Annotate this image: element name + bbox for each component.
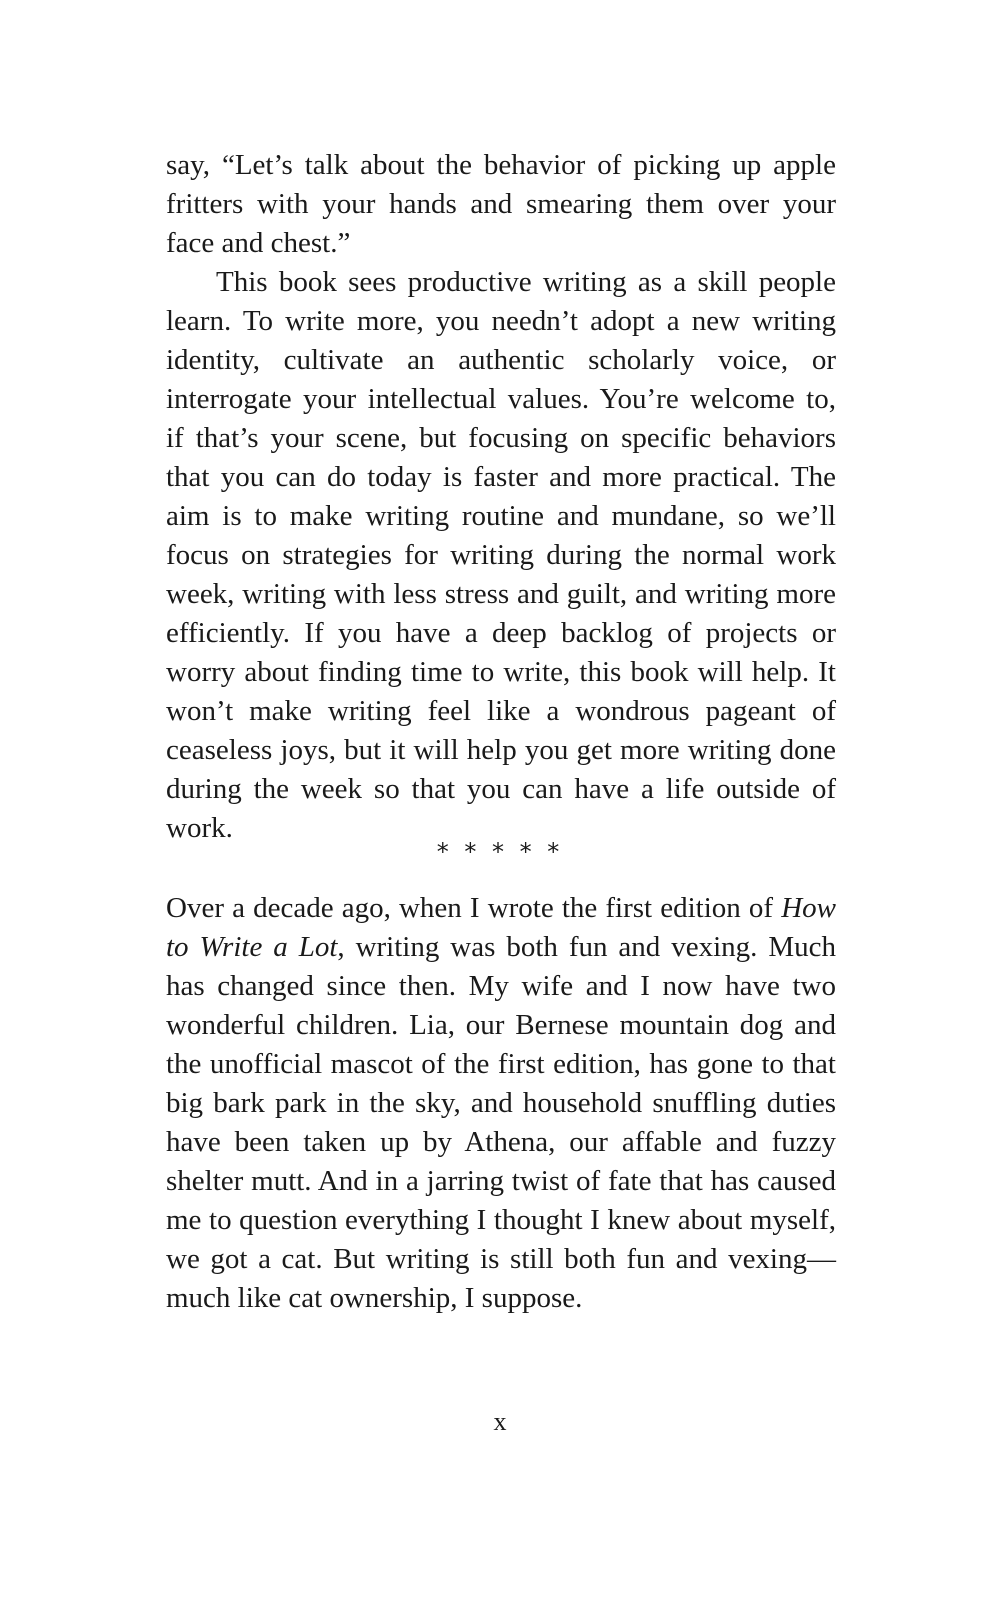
book-title: How to Write a Lot	[166, 892, 836, 963]
page-number: x	[493, 1407, 507, 1436]
paragraph-decade-ago	[166, 889, 836, 1318]
paragraph-decade-rest: , writing was both fun and vexing. Much has changed since then. My wife and I now have two wonderful children. Lia, our Bernese mountain dog and the unofficial mascot of the first edition, has gone to that big bark park in the sky, and household snuffling duties have been taken up by Athena, our affable and fuzzy shelter mutt. And in a jarring twist of fate that has caused me to question everything I thought I knew about myself, we got a cat. But writing is still both fun and vexing—much like cat ownership, I suppose.	[166, 931, 836, 1314]
paragraph-decade-start: Over a decade ago, when I wrote the first edition of	[166, 892, 782, 924]
text-block-bottom	[166, 889, 836, 1318]
paragraph-productive-writing: This book sees productive writing as a skill people learn. To write more, you needn’t adopt a new writing identity, cultivate an authentic scholarly voice, or interrogate your intellectual values. You’re welcome to, if that’s your scene, but focusing on specific behaviors that you can do today is faster and more practical. The aim is to make writing routine and mundane, so we’ll focus on strategies for writing during the normal work week, writing with less stress and guilt, and writing more efficiently. If you have a deep backlog of projects or worry about finding time to write, this book will help. It won’t make writing feel like a wondrous pageant of ceaseless joys, but it will help you get more writing done during the week so that you can have a life outside of work.	[166, 266, 836, 844]
paragraph-continued: say, “Let’s talk about the behavior of picking up apple fritters with your hands and smearing them over your face and chest.”	[166, 149, 836, 259]
text-block-top	[166, 146, 836, 848]
section-separator: * * * * *	[436, 838, 564, 866]
